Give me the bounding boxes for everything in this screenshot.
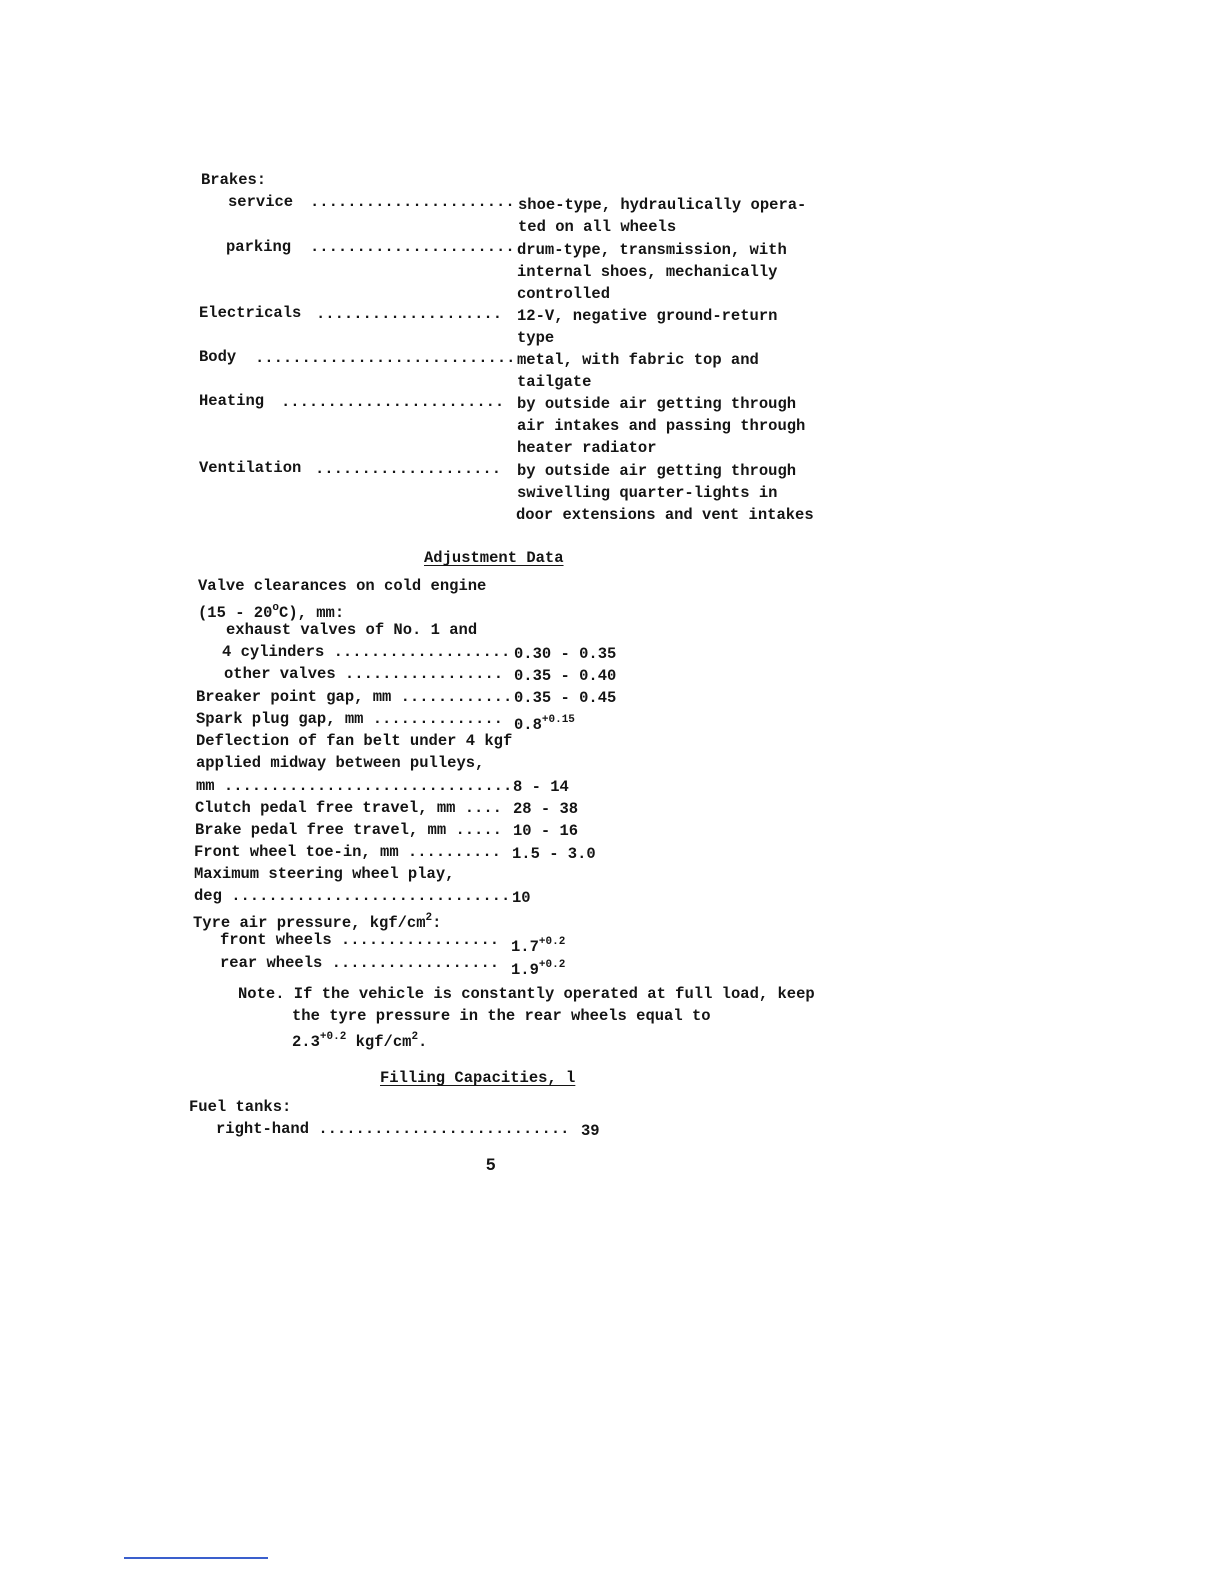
heating-leader: ........................ [281,393,505,411]
fuel-tanks-heading: Fuel tanks: [189,1098,292,1116]
steering-line-1: Maximum steering wheel play, [194,865,455,883]
note-line-2: the tyre pressure in the rear wheels equal to [292,1007,711,1025]
note-line-1: Note. If the vehicle is constantly operated at full load, keep [238,985,815,1003]
ventilation-value-line-3: door extensions and vent intakes [516,506,814,524]
breaker-value: 0.35 - 0.45 [514,689,617,707]
exhaust-line-1: exhaust valves of No. 1 and [226,621,478,639]
heating-value-line-3: heater radiator [517,439,657,457]
other-valves-label: other valves ................. [224,665,504,683]
other-valves-value: 0.35 - 0.40 [514,667,617,685]
breaker-label: Breaker point gap, mm ............ [196,688,513,706]
toe-in-label: Front wheel toe-in, mm .......... [194,843,501,861]
service-leader: ...................... [310,193,515,211]
service-value-line-1: shoe-type, hydraulically opera- [518,196,807,214]
electricals-value-line-2: type [517,329,555,347]
heating-value-line-2: air intakes and passing through [517,417,806,435]
fan-value: 8 - 14 [513,778,569,796]
steering-value: 10 [512,889,531,907]
rear-wheels-value: $1.9^{+0.2}$ [511,959,566,979]
spark-label: Spark plug gap, mm .............. [196,710,503,728]
clutch-label: Clutch pedal free travel, mm .... [195,799,502,817]
spark-value: $0.8^{+0.15}$ [514,714,575,734]
ventilation-leader: .................... [315,460,502,478]
body-value-line-1: metal, with fabric top and [517,351,759,369]
service-value-line-2: ted on all wheels [518,218,677,236]
heating-label: Heating [199,392,274,410]
filling-heading: Filling Capacities, l [380,1069,576,1087]
tyre-pressure-heading: Tyre air pressure, kgf/$cm^2$: [193,912,442,932]
heating-value-line-1: by outside air getting through [517,395,797,413]
toe-in-value: 1.5 - 3.0 [512,845,596,863]
parking-label: parking [226,238,301,256]
front-wheels-label: front wheels ................. [220,931,500,949]
brakes-heading: Brakes: [201,171,267,189]
front-wheels-value: $1.7^{+0.2}$ [511,936,566,956]
electricals-label: Electricals [199,304,311,322]
ventilation-value-line-1: by outside air getting through [517,462,797,480]
bottom-rule [124,1557,268,1559]
valve-line-2: (15 - 20$^o$C), mm: [198,602,345,622]
body-label: Body [199,348,246,366]
valve-line-1: Valve clearances on cold engine [198,577,487,595]
parking-value-line-3: controlled [517,285,611,303]
service-label: service [228,193,303,211]
ventilation-value-line-2: swivelling quarter-lights in [517,484,778,502]
electricals-value-line-1: 12-V, negative ground-return [517,307,778,325]
parking-value-line-1: drum-type, transmission, with [517,241,787,259]
clutch-value: 28 - 38 [513,800,579,818]
parking-value-line-2: internal shoes, mechanically [517,263,778,281]
exhaust-line-2: 4 cylinders ................... [222,643,511,661]
right-hand-value: 39 [581,1122,600,1140]
ventilation-label: Ventilation [199,459,311,477]
fan-line-3: mm ............................... [196,777,513,795]
fan-line-2: applied midway between pulleys, [196,754,485,772]
exhaust-value: 0.30 - 0.35 [514,645,617,663]
brake-pedal-label: Brake pedal free travel, mm ..... [195,821,502,839]
brake-pedal-value: 10 - 16 [513,822,579,840]
body-value-line-2: tailgate [517,373,592,391]
parking-leader: ...................... [310,238,515,256]
page-number: 5 [486,1155,496,1174]
note-line-3: $2.3^{+0.2}$ kgf/$cm^2$. [292,1031,428,1051]
body-leader: ............................ [255,349,516,367]
steering-line-2: deg .............................. [194,887,511,905]
right-hand-label: right-hand ........................... [216,1120,570,1138]
adjustment-heading: Adjustment Data [424,549,564,567]
fan-line-1: Deflection of fan belt under 4 kgf [196,732,513,750]
rear-wheels-label: rear wheels .................. [220,954,500,972]
electricals-leader: .................... [316,305,503,323]
